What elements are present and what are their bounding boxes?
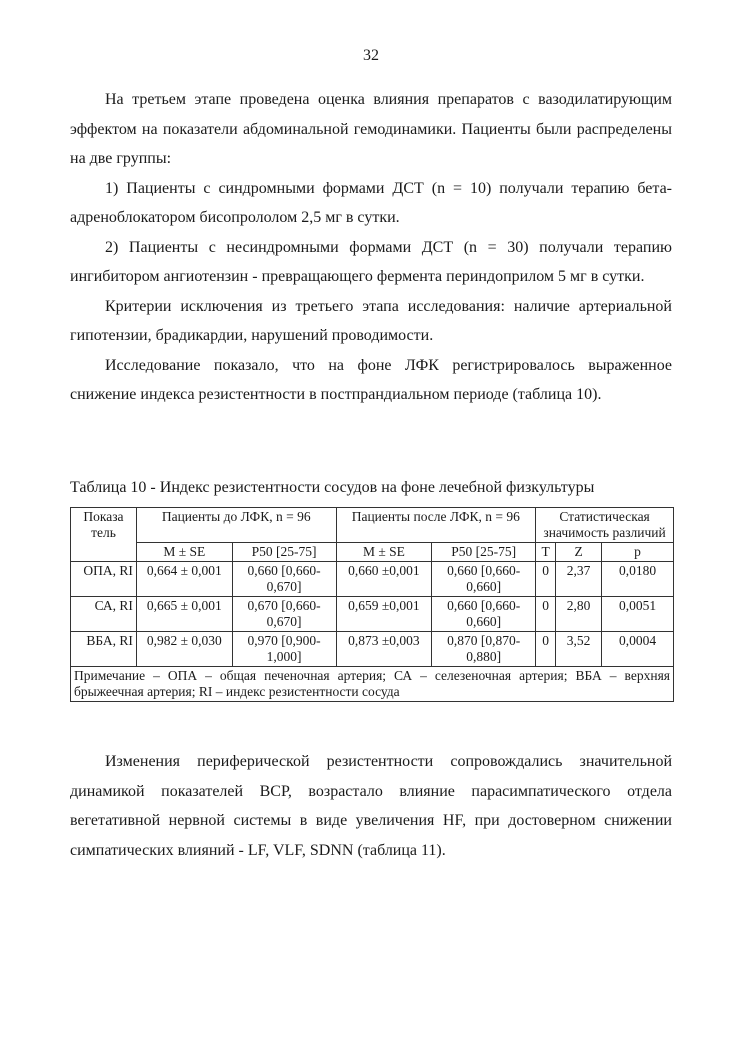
- cell-t: 0: [536, 597, 556, 632]
- header-stats: Статистическая значимость различий: [536, 508, 674, 543]
- cell-m-after: 0,659 ±0,001: [336, 597, 432, 632]
- table-row: [71, 597, 674, 632]
- resistance-index-table: [70, 507, 674, 702]
- header-group-before: Пациенты до ЛФК, n = 96: [136, 508, 336, 543]
- cell-p50-after: 0,660 [0,660-0,660]: [432, 597, 536, 632]
- paragraph-study-result: Исследование показало, что на фоне ЛФК регистрировалось выраженное снижение индекса резистентности в постпрандиальном периоде (таблица 10).: [70, 356, 672, 403]
- row-label: СА, RI: [71, 597, 137, 632]
- subheader-z: Z: [556, 543, 602, 562]
- table-caption: Таблица 10 - Индекс резистентности сосудов на фоне лечебной физкультуры: [70, 479, 595, 496]
- row-label: ОПА, RI: [71, 562, 137, 597]
- cell-m-after: 0,660 ±0,001: [336, 562, 432, 597]
- paragraph-group-one: 1) Пациенты с синдромными формами ДСТ (n = 10) получали терапию бета-адреноблокатором бисопрололом 2,5 мг в сутки.: [70, 179, 672, 226]
- cell-p50-before: 0,970 [0,900-1,000]: [232, 632, 336, 667]
- cell-z: 2,37: [556, 562, 602, 597]
- subheader-p50-before: P50 [25-75]: [232, 543, 336, 562]
- cell-z: 2,80: [556, 597, 602, 632]
- cell-p50-before: 0,670 [0,660-0,670]: [232, 597, 336, 632]
- cell-z: 3,52: [556, 632, 602, 667]
- cell-m-before: 0,982 ± 0,030: [136, 632, 232, 667]
- table-row: [71, 562, 674, 597]
- table-note-row: [71, 667, 674, 702]
- cell-t: 0: [536, 632, 556, 667]
- row-label: ВБА, RI: [71, 632, 137, 667]
- subheader-p50-after: P50 [25-75]: [432, 543, 536, 562]
- cell-p50-after: 0,870 [0,870-0,880]: [432, 632, 536, 667]
- cell-m-after: 0,873 ±0,003: [336, 632, 432, 667]
- paragraph-group-two: 2) Пациенты с несиндромными формами ДСТ (n = 30) получали терапию ингибитором ангиотензин - превращающего фермента периндоприлом 5 мг в сутки.: [70, 238, 672, 285]
- header-group-after: Пациенты после ЛФК, n = 96: [336, 508, 536, 543]
- header-indicator: Показа тель: [71, 508, 137, 562]
- paragraph-hrv-dynamics: Изменения периферической резистентности сопровождались значительной динамикой показателей ВСР, возрастало влияние парасимпатического отдела вегетативной нервной системы в виде увеличения HF, при достоверном снижении симпатических влияний - LF, VLF, SDNN (таблица 11).: [70, 753, 672, 859]
- cell-p50-after: 0,660 [0,660-0,660]: [432, 562, 536, 597]
- subheader-m-before: M ± SE: [136, 543, 232, 562]
- paragraph-stage-three: На третьем этапе проведена оценка влияния препаратов с вазодилатирующим эффектом на показатели абдоминальной гемодинамики. Пациенты были распределены на две группы:: [70, 91, 672, 167]
- page-number: 32: [363, 47, 379, 64]
- cell-p: 0,0004: [602, 632, 674, 667]
- table-header-row: [71, 508, 674, 543]
- paragraph-exclusion-criteria: Критерии исключения из третьего этапа исследования: наличие артериальной гипотензии, брадикардии, нарушений проводимости.: [70, 297, 672, 344]
- table-note: Примечание – ОПА – общая печеночная артерия; СА – селезеночная артерия; ВБА – верхняя брыжеечная артерия; RI – индекс резистентности сосуда: [71, 667, 674, 702]
- cell-m-before: 0,664 ± 0,001: [136, 562, 232, 597]
- cell-p: 0,0051: [602, 597, 674, 632]
- subheader-p: p: [602, 543, 674, 562]
- subheader-m-after: M ± SE: [336, 543, 432, 562]
- text-section-top: [70, 85, 672, 410]
- text-section-bottom: [70, 747, 672, 865]
- table-subheader-row: [71, 543, 674, 562]
- cell-t: 0: [536, 562, 556, 597]
- cell-p: 0,0180: [602, 562, 674, 597]
- table-row: [71, 632, 674, 667]
- cell-p50-before: 0,660 [0,660-0,670]: [232, 562, 336, 597]
- subheader-t: T: [536, 543, 556, 562]
- cell-m-before: 0,665 ± 0,001: [136, 597, 232, 632]
